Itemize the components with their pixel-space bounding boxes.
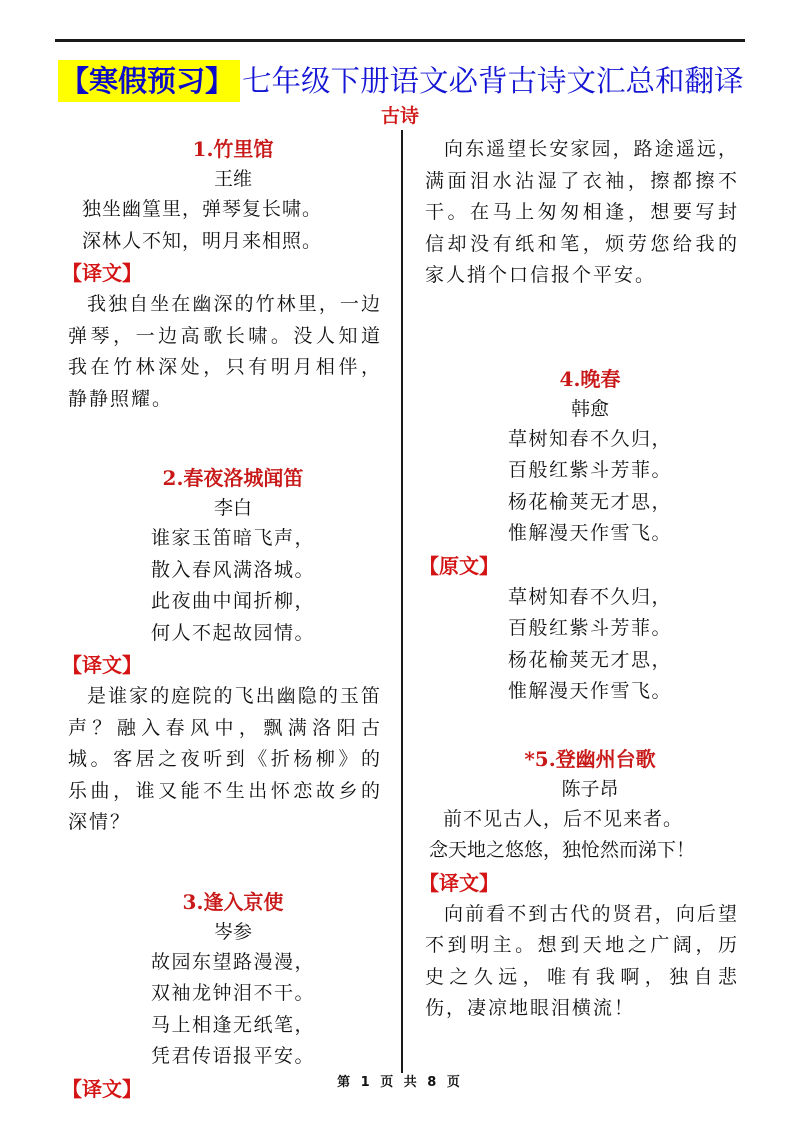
original-line: 百般红紫斗芳菲。	[507, 617, 672, 639]
poem-line: 独坐幽篁里，弹琴复长啸。	[82, 198, 323, 220]
original-line: 惟解漫天作雪飞。	[507, 680, 672, 702]
poem-author: 李白	[213, 497, 252, 519]
page-number: 第 1 页 共 8 页	[337, 1075, 463, 1090]
original-text-marker: 【原文】	[419, 553, 499, 578]
poem-1	[62, 134, 398, 415]
translation-marker: 【译文】	[62, 261, 142, 285]
poem-line: 前不见古人，后不见来者。	[443, 807, 684, 830]
poem-line: 故园东望路漫漫，	[150, 950, 315, 973]
translation-marker: 【译文】	[419, 870, 499, 895]
poem-author: 王维	[213, 168, 252, 190]
poem-title: 3.逢入京使	[182, 889, 284, 914]
poem-line: 念天地之悠悠，独怆然而涕下！	[429, 839, 696, 861]
poem-4	[419, 364, 755, 708]
right-column	[419, 134, 755, 1025]
poem-line: 谁家玉笛暗飞声，	[150, 527, 315, 549]
title-main-text: 七年级下册语文必背古诗文汇总和翻译	[242, 64, 744, 98]
poem-author: 韩愈	[570, 397, 609, 420]
poem-3	[62, 887, 398, 1105]
poem-line: 散入春风满洛城。	[150, 558, 315, 581]
header-rule	[55, 39, 745, 42]
poem-line: 双袖龙钟泪不干。	[150, 982, 315, 1004]
poem-line: 马上相逢无纸笔，	[150, 1013, 315, 1036]
document-title	[58, 60, 758, 102]
left-column	[62, 134, 398, 1105]
translation-text: 向前看不到古代的贤君，向后望不到明主。想到天地之广阔，历史之久远，唯有我啊，独自悲伤，凄凉地眼泪横流！	[425, 902, 739, 1019]
poem-title: 1.竹里馆	[192, 137, 274, 161]
poem-line: 草树知春不久归，	[507, 427, 672, 450]
poem-title: *5.登幽州台歌	[524, 746, 656, 771]
translation-text: 是谁家的庭院的飞出幽隐的玉笛声？融入春风中，飘满洛阳古城。客居之夜听到《折杨柳》的乐曲，谁又能不生出怀恋故乡的深情？	[68, 685, 382, 833]
section-heading: 古诗	[380, 105, 419, 127]
poem-author: 陈子昂	[561, 777, 619, 800]
poem-2	[62, 463, 398, 839]
poem-line: 百般红紫斗芳菲。	[507, 459, 672, 481]
poem-title: 2.春夜洛城闻笛	[162, 466, 304, 490]
translation-marker: 【译文】	[62, 1076, 142, 1101]
poem-author: 岑参	[213, 920, 252, 943]
original-line: 杨花榆荚无才思，	[507, 648, 672, 671]
poem-title: 4.晚春	[559, 366, 621, 391]
translation-marker: 【译文】	[62, 653, 142, 677]
poem-line: 杨花榆荚无才思，	[507, 490, 672, 513]
poem-line: 惟解漫天作雪飞。	[507, 522, 672, 544]
poem-5	[419, 744, 755, 1025]
poem-line: 凭君传语报平安。	[150, 1045, 315, 1067]
poem-line: 此夜曲中闻折柳，	[150, 590, 315, 612]
original-line: 草树知春不久归，	[507, 585, 672, 608]
translation-text: 我独自坐在幽深的竹林里，一边弹琴，一边高歌长啸。没人知道我在竹林深处，只有明月相伴，静静照耀。	[68, 293, 382, 410]
column-divider	[401, 130, 403, 1073]
poem-line: 深林人不知，明月来相照。	[82, 229, 323, 252]
translation-text-continued: 向东遥望长安家园，路途遥远，满面泪水沾湿了衣袖，擦都擦不干。在马上匆匆相逢，想要写封信却没有纸和笔，烦劳您给我的家人捎个口信报个平安。	[425, 138, 739, 286]
poem-line: 何人不起故园情。	[150, 621, 315, 644]
title-highlight-tag: 【寒假预习】	[58, 60, 240, 102]
